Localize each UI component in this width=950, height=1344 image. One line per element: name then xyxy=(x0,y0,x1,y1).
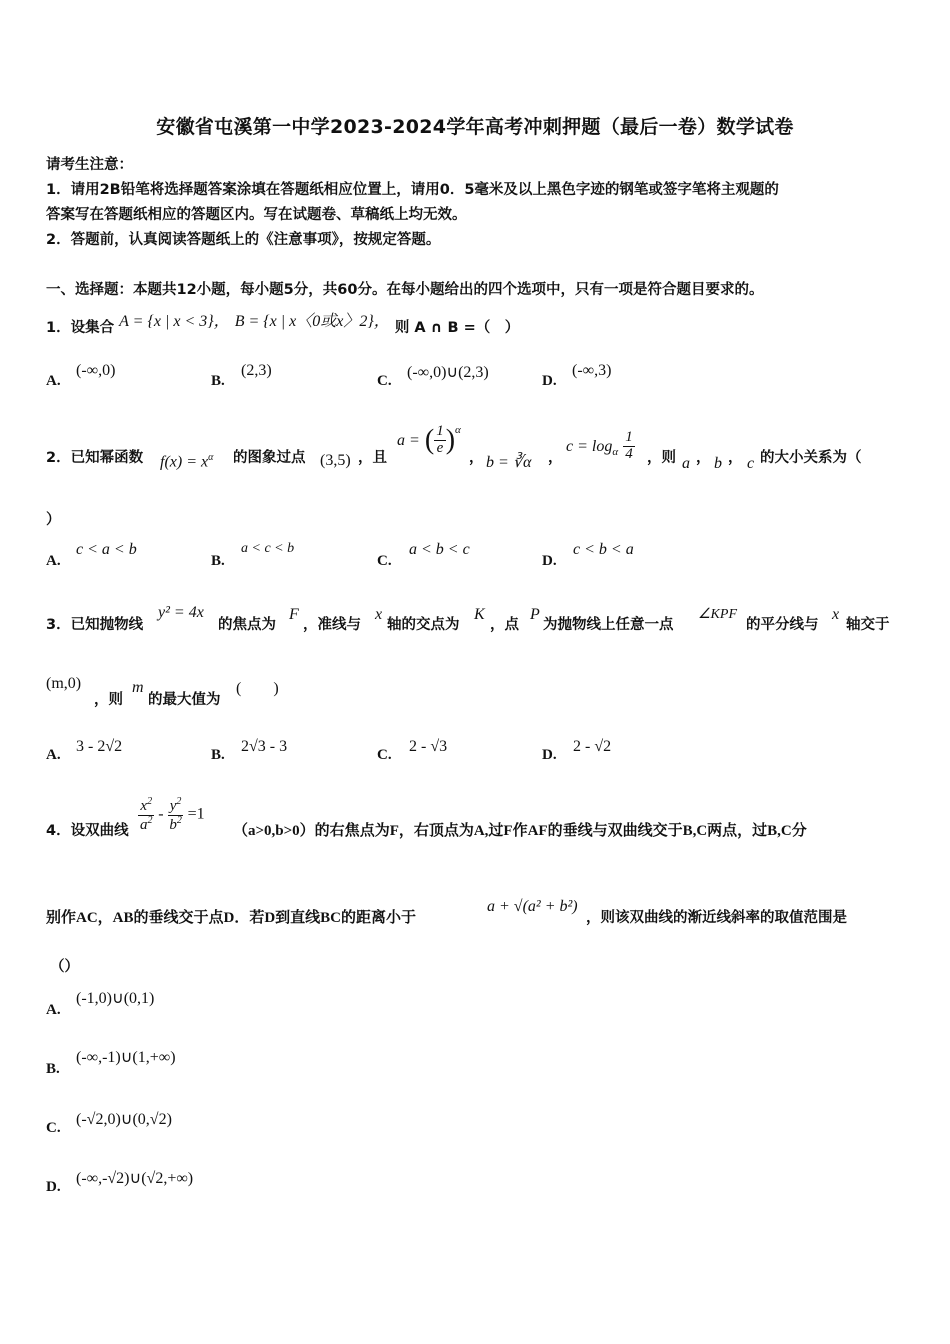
q2-tail: 的大小关系为（ xyxy=(760,450,862,466)
q3-prefix: 3．已知抛物线 xyxy=(46,617,144,633)
q1-label-d: D. xyxy=(542,373,557,389)
q2-option-a[interactable]: c < a < b xyxy=(76,541,137,558)
q3-option-a[interactable]: 3 - 2√2 xyxy=(76,738,123,755)
notice-heading: 请考生注意： xyxy=(46,157,133,173)
q3-option-b[interactable]: 2√3 - 3 xyxy=(241,738,288,755)
q4-option-b[interactable]: (-∞,-1)∪(1,+∞) xyxy=(76,1049,176,1066)
section-heading: 一、选择题：本题共12小题，每小题5分，共60分。在每小题给出的四个选项中，只有一项是符合题目要求的。 xyxy=(46,282,764,298)
q1-option-d[interactable]: (-∞,3) xyxy=(572,362,612,379)
q2-mid2: ，且 xyxy=(358,450,387,466)
q3-paren: ( ) xyxy=(236,680,279,697)
q2-point: (3,5) xyxy=(320,452,351,469)
q3-label-b: B. xyxy=(211,747,225,763)
q4-condition: （a>0,b>0）的右焦点为F，右顶点为A,过F作AF的垂线与双曲线交于B,C两点，过B,C分 xyxy=(233,823,807,839)
q4-line-2b: ，则该双曲线的渐近线斜率的取值范围是 xyxy=(586,910,847,926)
q1-label-a: A. xyxy=(46,373,61,389)
notice-line-1: 1．请用2B铅笔将选择题答案涂填在答题纸相应位置上，请用0．5毫米及以上黑色字迹的钢笔或签字笔将主观题的 xyxy=(46,182,779,198)
q1-option-c[interactable]: (-∞,0)∪(2,3) xyxy=(407,364,489,381)
q4-prefix: 4．设双曲线 xyxy=(46,823,129,839)
q1-option-a[interactable]: (-∞,0) xyxy=(76,362,116,379)
notice-line-2: 答案写在答题纸相应的答题区内。写在试题卷、草稿纸上均无效。 xyxy=(46,207,467,223)
q2-prefix: 2．已知幂函数 xyxy=(46,450,144,466)
q2-label-d: D. xyxy=(542,553,557,569)
q2-var-b: b xyxy=(714,455,722,472)
q4-hyperbola: $\frac{x^2}{a^2}$ - $\frac{y^2}{b^2}$ =1 xyxy=(140,796,205,833)
q3-label-c: C. xyxy=(377,747,392,763)
q2-label-a: A. xyxy=(46,553,61,569)
q4-label-a: A. xyxy=(46,1002,61,1018)
q1-label-b: B. xyxy=(211,373,225,389)
q2-c-expression: $c = \log_\alpha$ $\frac{1}{4}$ xyxy=(566,429,633,462)
q1-stem: 1．设集合 A = {x | x < 3}， B = {x | x〈0或x〉2}， 则 A ∩ B =（ ） xyxy=(46,313,520,336)
q1-label-c: C. xyxy=(377,373,392,389)
q2-then: ，则 xyxy=(647,450,676,466)
q2-label-b: B. xyxy=(211,553,225,569)
q4-option-a[interactable]: (-1,0)∪(0,1) xyxy=(76,990,155,1007)
q2-close: ） xyxy=(46,512,61,528)
q2-var-c: c xyxy=(747,455,755,472)
q4-line-2a: 别作AC，AB的垂线交于点D．若D到直线BC的距离小于 xyxy=(46,910,417,926)
q4-paren: （） xyxy=(50,959,79,975)
q1-set-a: A = {x | x < 3}， xyxy=(119,313,230,330)
q4-distance: a + √(a² + b²) xyxy=(487,898,578,915)
q3-label-a: A. xyxy=(46,747,61,763)
q2-b-expression: b = ∛α xyxy=(486,454,532,471)
q4-label-b: B. xyxy=(46,1061,60,1077)
q2-option-d[interactable]: c < b < a xyxy=(573,541,634,558)
q2-mid1: 的图象过点 xyxy=(233,450,306,466)
q2-var-a: a xyxy=(682,455,690,472)
q1-option-b[interactable]: (2,3) xyxy=(241,362,272,379)
q2-a-expression: a = ( $\frac{1}{e}$ )$^\alpha$ xyxy=(397,423,461,456)
q2-label-c: C. xyxy=(377,553,392,569)
q4-option-d[interactable]: (-∞,-√2)∪(√2,+∞) xyxy=(76,1170,194,1187)
q1-set-b: B = {x | x〈0或x〉2}， xyxy=(234,313,390,330)
q2-option-c[interactable]: a < b < c xyxy=(409,541,470,558)
q4-label-c: C. xyxy=(46,1120,61,1136)
q4-label-d: D. xyxy=(46,1179,61,1195)
q2-function: $f(x) = x^\alpha$ xyxy=(160,452,214,471)
q4-option-c[interactable]: (-√2,0)∪(0,√2) xyxy=(76,1111,172,1128)
q3-point: (m,0) xyxy=(46,675,82,692)
q3-option-d[interactable]: 2 - √2 xyxy=(573,738,612,755)
q3-angle: ∠KPF xyxy=(698,607,737,622)
page-title: 安徽省屯溪第一中学2023-2024学年高考冲刺押题（最后一卷）数学试卷 xyxy=(156,116,794,138)
notice-line-3: 2．答题前，认真阅读答题纸上的《注意事项》，按规定答题。 xyxy=(46,232,441,248)
q2-option-b[interactable]: a < c < b xyxy=(241,541,295,556)
q3-equation: y² = 4x xyxy=(158,604,204,621)
q3-option-c[interactable]: 2 - √3 xyxy=(409,738,448,755)
q1-question: 则 A ∩ B =（ ） xyxy=(394,320,520,336)
q3-label-d: D. xyxy=(542,747,557,763)
